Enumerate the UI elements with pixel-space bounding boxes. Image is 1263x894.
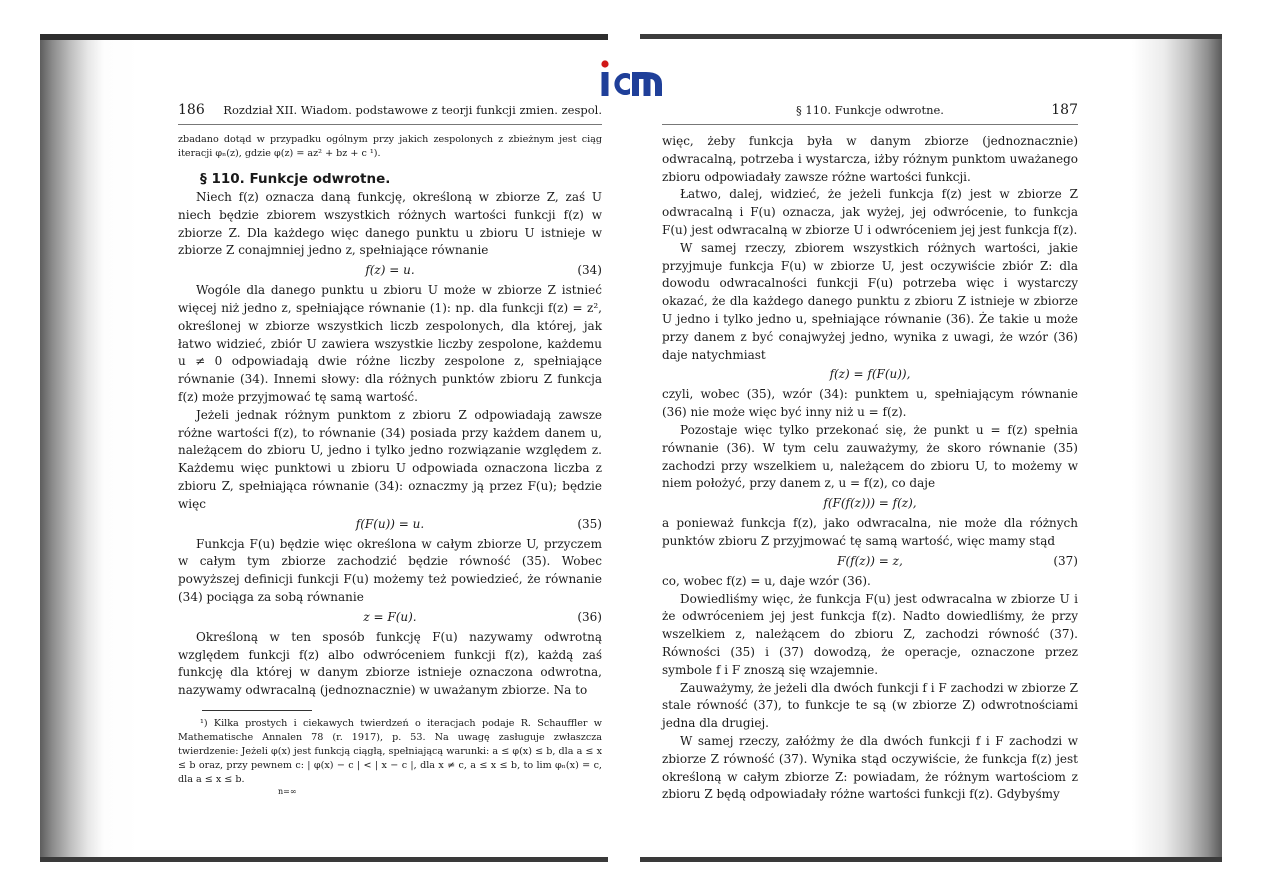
equation-35: [178, 514, 602, 536]
section-title: § 110. Funkcje odwrotne.: [200, 171, 391, 187]
left-paragraph-4: Funkcja F(u) będzie więc określona w całym zbiorze U, przyczem w całym tym zbiorze zachodzić będzie równość (35). Wobec powyższej definicji funkcji F(u) możemy też powiedzieć, że równanie (34) pociąga za sobą równanie: [178, 536, 602, 604]
right-paragraph-4: czyli, wobec (35), wzór (34): punktem u, spełniającym równanie (36) nie może więc być inny niż u = f(z).: [662, 387, 1078, 420]
right-page-text: [662, 100, 1078, 804]
right-paragraph-6: a ponieważ funkcja f(z), jako odwracalna, nie może dla różnych punktów zbioru Z przyjmować tę samą wartość, więc mamy stąd: [662, 516, 1078, 548]
equation-34-body: f(z) = u.: [365, 263, 415, 278]
left-intro: zbadano dotąd w przypadku ogólnym przy jakich zespolonych z zbieżnym jest ciąg iteracji φₙ(z), gdzie φ(z) = az² + bz + c ¹).: [178, 134, 602, 159]
right-running-head: § 110. Funkcje odwrotne.: [796, 103, 944, 117]
left-page: [40, 34, 608, 862]
left-page-header: [178, 100, 602, 125]
left-paragraph-5: Określoną w ten sposób funkcję F(u) nazywamy odwrotną względem funkcji f(z) albo odwróceniem funkcji f(z), każdą zaś funkcję dla której w danym zbiorze istnieje oznaczona odwrotna, nazywamy odwracalną (jednoznacznie) w uważanym zbiorze. Na to: [178, 629, 602, 698]
equation-35-body: f(F(u)) = u.: [355, 516, 425, 531]
right-page-header: [662, 100, 1078, 125]
right-paragraph-5: Pozostaje więc tylko przekonać się, że punkt u = f(z) spełnia równanie (36). W tym celu zauważymy, że skoro równanie (35) zachodzi przy wszelkiem u, należącem do zbioru U, to możemy w niem położyć, przy danem z, u = f(z), co daje: [662, 422, 1078, 491]
equation-36: [178, 607, 602, 629]
left-paragraph-1: Niech f(z) oznacza daną funkcję, określoną w zbiorze Z, zaś U niech będzie zbiorem wszystkich różnych wartości funkcji f(z) w zbiorze Z. Dla każdego więc danego punktu u zbioru U istnieje w zbiorze Z conajmniej jedno z, spełniające równanie: [178, 190, 602, 258]
equation-inverse-b: [662, 493, 1078, 515]
equation-37: [662, 551, 1078, 573]
equation-inverse-a: [662, 364, 1078, 386]
equation-inverse-a-body: f(z) = f(F(u)),: [829, 367, 911, 382]
right-paragraph-10: W samej rzeczy, załóżmy że dla dwóch funkcji f i F zachodzi w zbiorze Z równość (37). Wynika stąd oczywiście, że funkcja f(z) jest określoną w całym zbiorze Z: powiadam, że różnym wartościom z zbioru Z będą odpowiadały różne wartości funkcji f(z). Gdybyśmy: [662, 733, 1078, 802]
right-page-number: 187: [1051, 102, 1078, 118]
equation-34: [178, 260, 602, 282]
equation-36-body: z = F(u).: [363, 609, 417, 624]
right-paragraph-2: Łatwo, dalej, widzieć, że jeżeli funkcja f(z) jest w zbiorze Z odwracalną i F(u) oznacza, jak wyżej, jej odwrócenie, to funkcja F(u) jest odwracalną w zbiorze U i odwróceniem jej jest funkcja f(z).: [662, 187, 1078, 237]
equation-36-number: (36): [577, 609, 602, 624]
left-page-text: [178, 100, 602, 797]
equation-35-number: (35): [577, 516, 602, 531]
left-running-head: Rozdział XII. Wiadom. podstawowe z teorji funkcji zmien. zespol.: [223, 103, 602, 117]
equation-37-body: F(f(z)) = z,: [837, 553, 903, 568]
right-paragraph-1: więc, żeby funkcja była w danym zbiorze (jednoznacznie) odwracalną, potrzeba i wystarcza, iżby różnym punktom uważanego zbioru odpowiadały zawsze różne wartości funkcji.: [662, 134, 1078, 184]
left-paragraph-3: Jeżeli jednak różnym punktom z zbioru Z odpowiadają zawsze różne wartości f(z), to równanie (34) posiada przy każdem danem u, należącem do zbioru U, jedno i tylko jedno rozwiązanie względem z. Każdemu więc punktowi u zbioru U odpowiada oznaczona liczba z zbioru Z, spełniająca równanie (34): oznaczmy ją przez F(u); będzie więc: [178, 407, 602, 511]
footnote-limit-subscript: n=∞: [278, 786, 297, 796]
icm-logo-icon: [598, 60, 664, 100]
equation-37-number: (37): [1053, 553, 1078, 568]
left-page-number: 186: [178, 102, 205, 118]
left-paragraph-2: Wogóle dla danego punktu u zbioru U może w zbiorze Z istnieć więcej niż jedno z, spełniające równanie (1): np. dla funkcji f(z) = z², określonej w zbiorze wszystkich liczb zespolonych, dla której, jak łatwo widzieć, zbiór U zawiera wszystkie liczby zespolone, każdemu u ≠ 0 odpowiadają dwie różne liczby zespolone z, spełniające równanie (34). Innemi słowy: dla różnych punktów zbioru Z funkcja f(z) może przyjmować tę samą wartość.: [178, 283, 602, 404]
icm-logo: [598, 60, 664, 100]
right-paragraph-8: Dowiedliśmy więc, że funkcja F(u) jest odwracalna w zbiorze U i że odwróceniem jej jest funkcja f(z). Nadto dowiedliśmy, że przy wszelkiem z, należącem do zbioru Z, zachodzi równość (37). Równości (35) i (37) dowodzą, że operacje, oznaczone przez symbole f i F znoszą się wzajemnie.: [662, 591, 1078, 677]
right-paragraph-9: Zauważymy, że jeżeli dla dwóch funkcji f i F zachodzi w zbiorze Z stale równość (37), to funkcje te są (w zbiorze Z) odwrotnościami jedna dla drugiej.: [662, 680, 1078, 731]
right-paragraph-3: W samej rzeczy, zbiorem wszystkich różnych wartości, jakie przyjmuje funkcja F(u) w zbiorze U, jest oczywiście zbiór Z: dla dowodu odwracalności funkcji F(u) potrzeba więc i wystarczy okazać, że dla każdego danego punktu z zbioru Z istnieje w zbiorze U jedno i tylko jedno u, spełniające równanie (36). Że takie u może przy danem z być conajwyżej jedno, wynika z uwagi, że wzór (36) daje natychmiast: [662, 240, 1078, 362]
equation-34-number: (34): [577, 263, 602, 278]
footnote: ¹) Kilka prostych i ciekawych twierdzeń o iteracjach podaje R. Schauffler w Mathematische Annalen 78 (r. 1917), p. 53. Na uwagę zasługuje zwłaszcza twierdzenie: Jeżeli φ(x) jest funkcją ciągłą, spełniającą warunki: a ≤ φ(x) ≤ b, dla a ≤ x ≤ b oraz, przy pewnem c: | φ(x) − c | < | x − c |, dla x ≠ c, a ≤ x ≤ b, to lim φₙ(x) = c, dla a ≤ x ≤ b.: [178, 717, 602, 785]
right-page: [640, 34, 1222, 862]
right-paragraph-7: co, wobec f(z) = u, daje wzór (36).: [662, 573, 871, 588]
footnote-rule: [202, 710, 312, 711]
equation-inverse-b-body: f(F(f(z))) = f(z),: [823, 496, 917, 511]
